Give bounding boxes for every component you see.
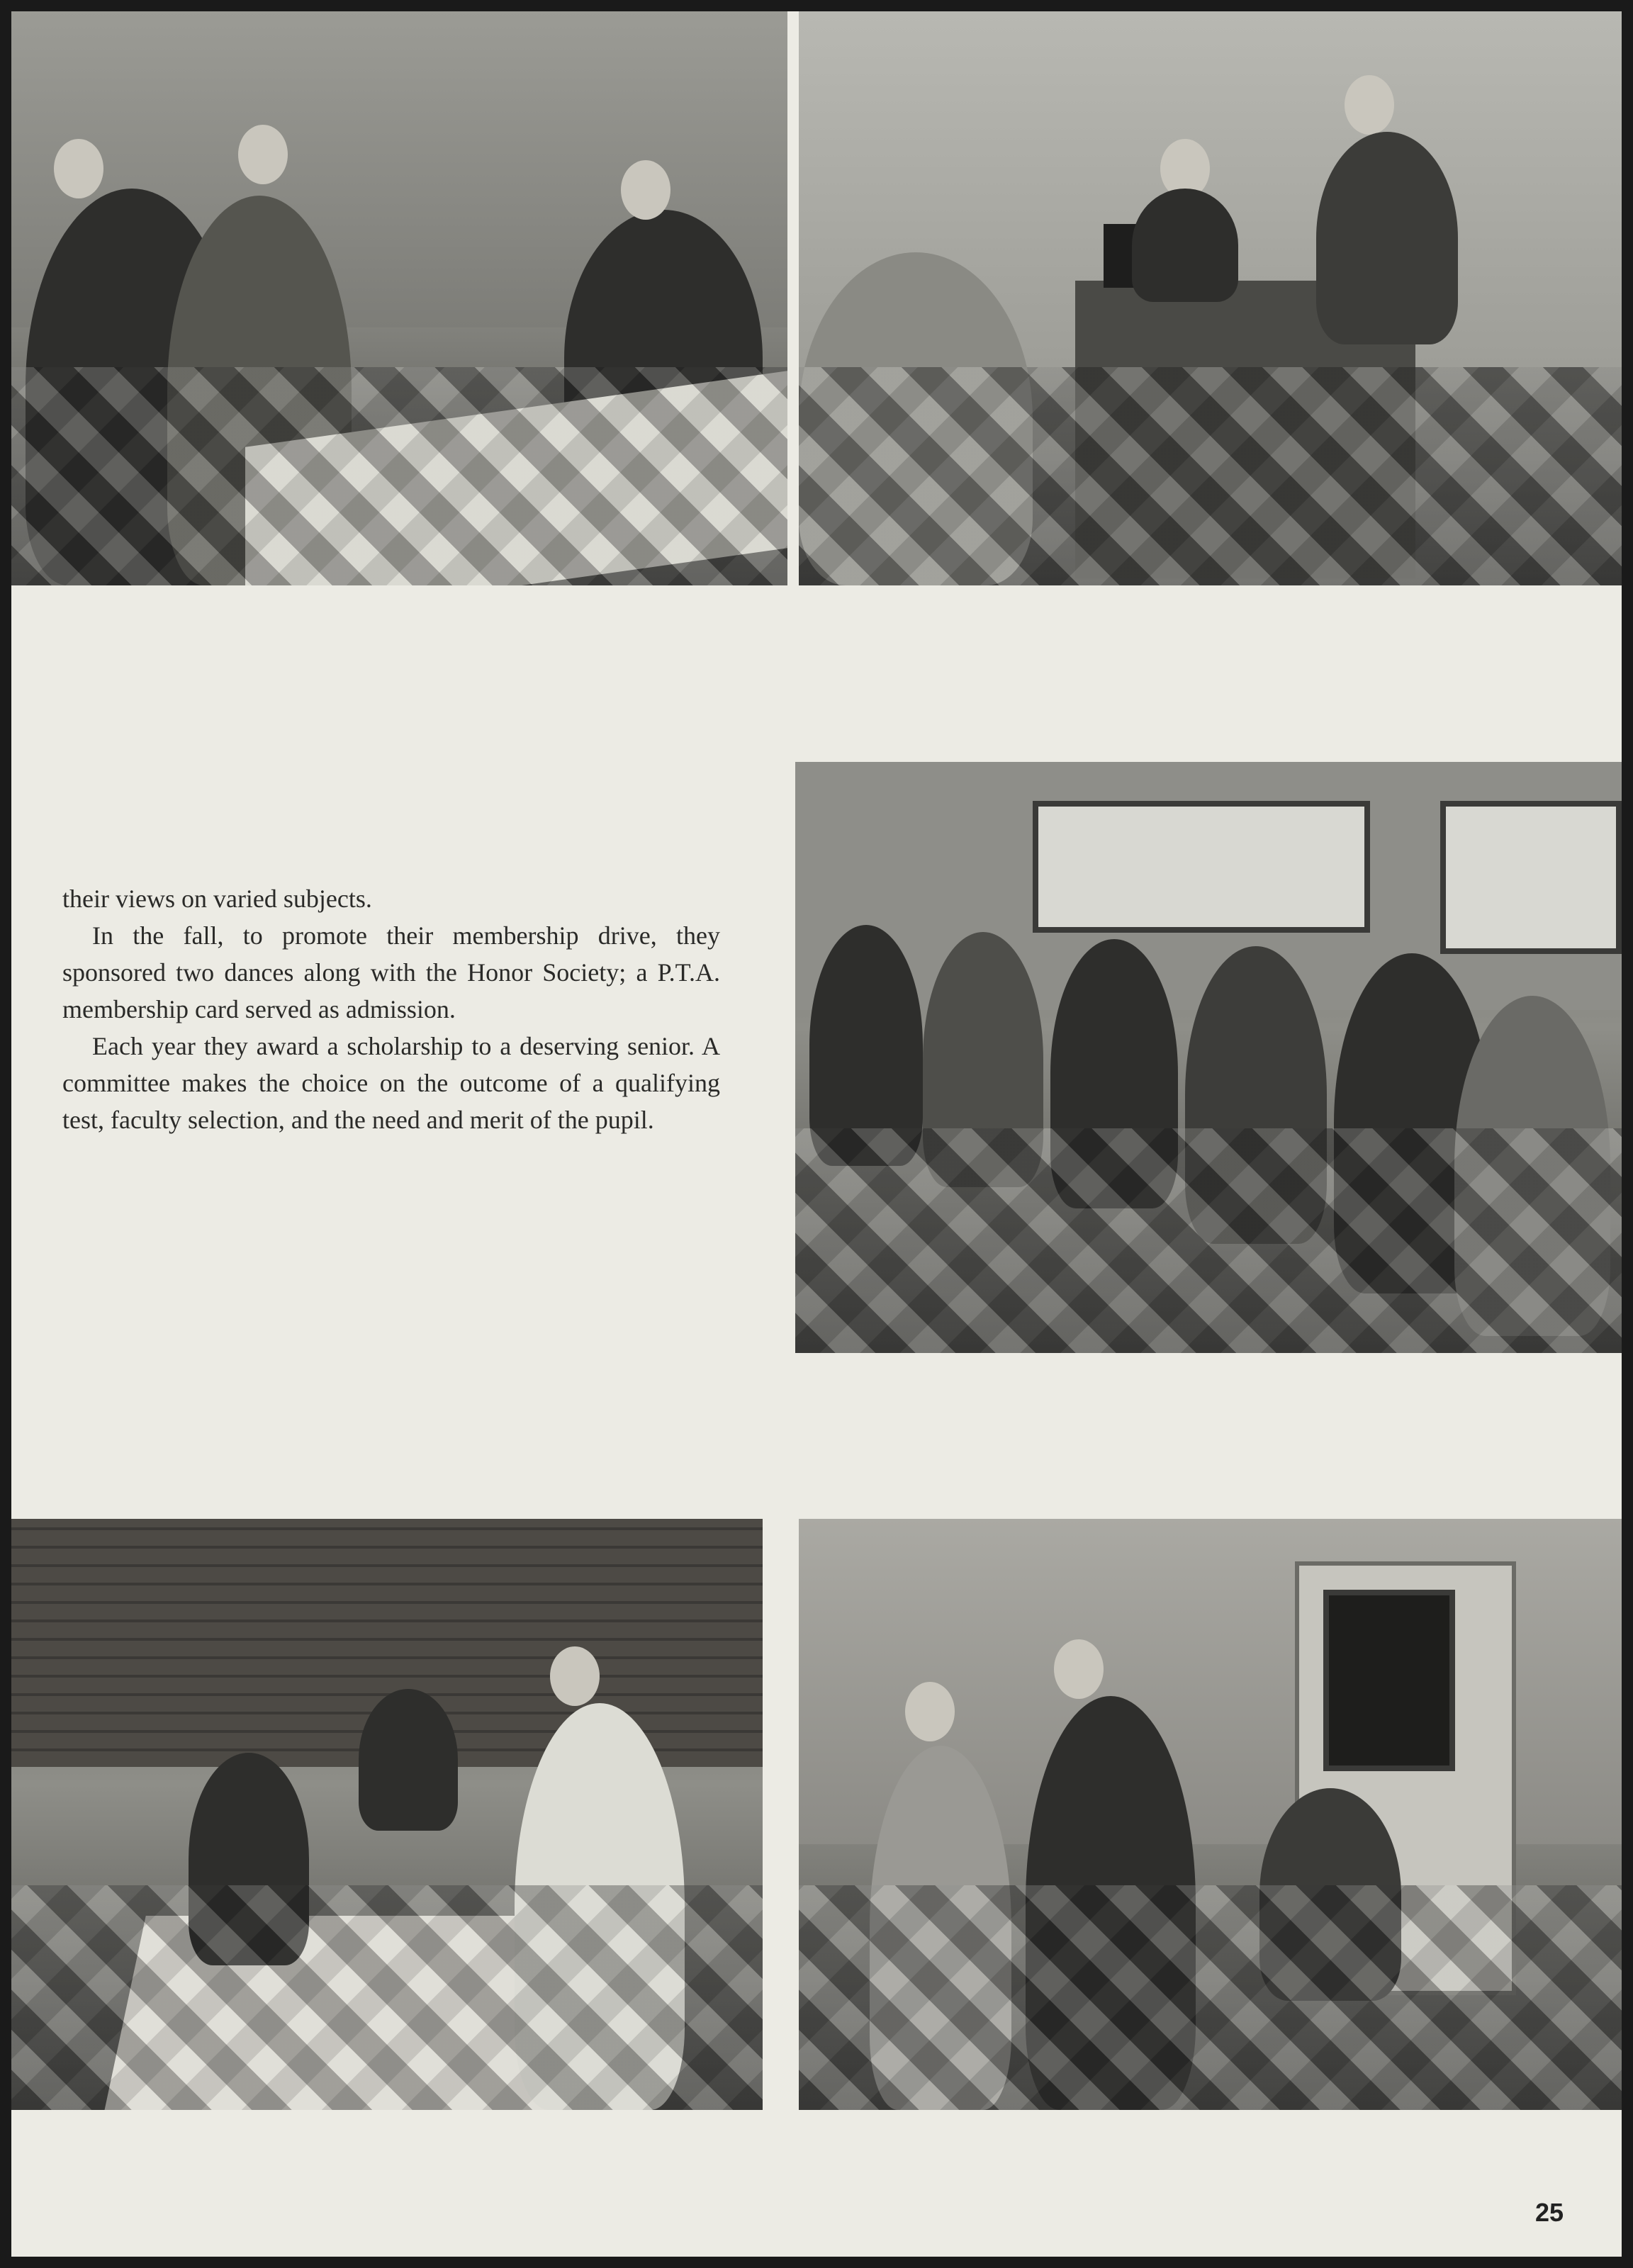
figure-head bbox=[1345, 75, 1394, 135]
door-window bbox=[1323, 1590, 1455, 1771]
figure bbox=[515, 1703, 685, 2110]
paragraph: Each year they award a scholarship to a deserving senior. A committee makes the choice on the outcome of a qualifying test, faculty selection, and the need and merit of the pupil. bbox=[62, 1032, 720, 1134]
figure bbox=[923, 932, 1043, 1187]
figure bbox=[1316, 132, 1458, 344]
figure bbox=[1050, 939, 1178, 1208]
figure bbox=[870, 1746, 1011, 2110]
figure-head bbox=[54, 139, 103, 198]
figure bbox=[1026, 1696, 1196, 2110]
figure bbox=[809, 925, 923, 1166]
figure bbox=[189, 1753, 309, 1965]
photo-refreshment-table bbox=[11, 11, 787, 585]
figure-head bbox=[905, 1682, 955, 1741]
figure-head bbox=[621, 160, 670, 220]
window bbox=[1440, 801, 1622, 954]
figure bbox=[167, 196, 352, 585]
figure bbox=[1259, 1788, 1401, 2001]
figure bbox=[1454, 996, 1610, 1336]
window bbox=[1033, 801, 1370, 933]
figure-head bbox=[550, 1646, 600, 1706]
figure bbox=[564, 210, 763, 507]
page-number: 25 bbox=[1535, 2198, 1564, 2227]
photo-seated-audience bbox=[795, 762, 1622, 1353]
figure bbox=[1185, 946, 1327, 1244]
photo-desk-with-typewriter bbox=[799, 11, 1622, 585]
figure bbox=[359, 1689, 458, 1831]
article-body bbox=[62, 880, 720, 1138]
paragraph: In the fall, to promote their membership drive, they sponsored two dances along with the Honor Society; a P.T.A. membership card served as admission. bbox=[62, 921, 720, 1023]
figure bbox=[1132, 189, 1238, 302]
figure-head bbox=[238, 125, 288, 184]
text-line: their views on varied subjects. bbox=[62, 885, 372, 913]
yearbook-page bbox=[11, 11, 1622, 2257]
table-cloth bbox=[103, 1916, 642, 2110]
photo-table-setting bbox=[11, 1519, 763, 2110]
counter-top bbox=[245, 369, 787, 585]
figure bbox=[799, 252, 1033, 585]
figure-head bbox=[1054, 1639, 1104, 1699]
photo-women-in-hallway bbox=[799, 1519, 1622, 2110]
